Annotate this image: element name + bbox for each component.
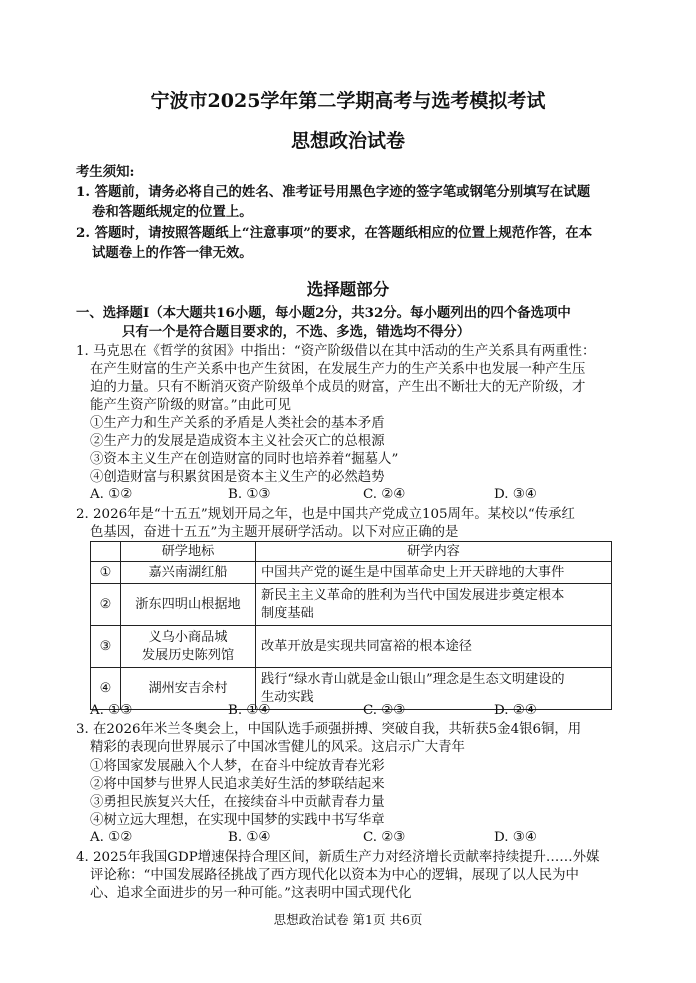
part1-heading-line-2: 只有一个是符合题目要求的，不选、多选，错选均不得分）: [122, 324, 471, 340]
row-place-line: 义乌小商品城: [148, 629, 228, 645]
exam-subtitle: 思想政治试卷: [290, 130, 405, 152]
table-header-cell: 研学地标: [121, 542, 256, 562]
row-place: 浙东四明山根据地: [121, 584, 256, 626]
page-footer: 思想政治试卷 第1页 共6页: [273, 912, 423, 927]
q1-stem-line: 在产生财富的生产关系中也产生贫困，在发展生产力的生产关系中也发展一种产生压: [90, 362, 586, 377]
q1-option-b[interactable]: B. ①③: [228, 487, 271, 502]
notice-item-2-line-1: 2. 答题时，请按照答题纸上“注意事项”的要求，在答题纸相应的位置上规范作答，在本: [76, 225, 593, 241]
table-header-row: [91, 542, 612, 562]
row-content-line: 践行“绿水青山就是金山银山”理念是生态文明建设的: [261, 671, 565, 687]
q1-option-c[interactable]: C. ②④: [363, 487, 406, 502]
row-content: 中国共产党的诞生是中国革命史上开天辟地的大事件: [256, 562, 612, 584]
notice-item-2-line-2: 试题卷上的作答一律无效。: [92, 245, 253, 261]
q1-statement: ②生产力的发展是造成资本主义社会灭亡的总根源: [90, 434, 385, 449]
row-content: [256, 668, 612, 710]
study-tour-table: [90, 541, 612, 710]
q1-stem-line: 能产生资产阶级的财富。”由此可见: [90, 398, 292, 413]
q3-statement: ④树立远大理想，在实现中国梦的实践中书写华章: [90, 813, 385, 828]
row-place: 湖州安吉余村: [121, 668, 256, 710]
row-number: ④: [91, 668, 121, 710]
table-row: [91, 562, 612, 584]
q3-statement: ①将国家发展融入个人梦，在奋斗中绽放青春光彩: [90, 759, 385, 774]
q2-option-d[interactable]: D. ②④: [494, 703, 537, 718]
table-row: [91, 626, 612, 668]
row-content-line: 制度基础: [261, 605, 314, 621]
q2-option-a[interactable]: A. ①③: [90, 703, 133, 718]
row-number: ②: [91, 584, 121, 626]
part1-heading-line-1: 一、选择题Ⅰ（本大题共16小题，每小题2分，共32分。每小题列出的四个备选项中: [76, 305, 571, 321]
q3-statement: ②将中国梦与世界人民追求美好生活的梦联结起来: [90, 777, 385, 792]
notice-item-1-line-1: 1. 答题前，请务必将自己的姓名、准考证号用黑色字迹的签字笔或钢笔分别填写在试题: [76, 184, 591, 200]
q3-option-a[interactable]: A. ①②: [90, 830, 133, 845]
row-content-line: 生动实践: [261, 689, 314, 705]
exam-title: 宁波市2025学年第二学期高考与选考模拟考试: [150, 90, 546, 112]
q1-option-a[interactable]: A. ①②: [90, 487, 133, 502]
q3-option-d[interactable]: D. ③④: [494, 830, 537, 845]
row-place-line: 发展历史陈列馆: [141, 647, 235, 663]
q1-statement: ①生产力和生产关系的矛盾是人类社会的基本矛盾: [90, 416, 385, 431]
notice-item-1-line-2: 卷和答题纸规定的位置上。: [92, 204, 253, 220]
q3-stem-line: 精彩的表现向世界展示了中国冰雪健儿的风采。这启示广大青年: [90, 740, 465, 755]
q2-stem-line: 色基因，奋进十五五”为主题开展研学活动。以下对应正确的是: [90, 525, 459, 540]
row-content: [256, 584, 612, 626]
q4-stem-line: 心、追求全面进步的另一种可能。”这表明中国式现代化: [90, 886, 412, 901]
q1-statement: ④创造财富与积累贫困是资本主义生产的必然趋势: [90, 470, 385, 485]
q3-option-b[interactable]: B. ①④: [228, 830, 271, 845]
q3-option-c[interactable]: C. ②③: [363, 830, 406, 845]
row-content-line: 新民主主义革命的胜利为当代中国发展进步奠定根本: [261, 587, 565, 603]
row-number: ①: [91, 562, 121, 584]
q1-stem-line: 1. 马克思在《哲学的贫困》中指出：“资产阶级借以在其中活动的生产关系具有两重性：: [76, 344, 596, 359]
row-place: [121, 626, 256, 668]
q4-stem-line: 评论称：“中国发展路径挑战了西方现代化以资本为中心的逻辑，展现了以人民为中: [90, 868, 579, 883]
q2-option-c[interactable]: C. ②③: [363, 703, 406, 718]
table-header-cell: 研学内容: [256, 542, 612, 562]
notice-heading: 考生须知:: [76, 164, 135, 180]
q1-stem-line: 迫的力量。只有不断消灭资产阶级单个成员的财富，产生出不断壮大的无产阶级，才: [90, 380, 586, 395]
table-header-cell: [91, 542, 121, 562]
row-place: 嘉兴南湖红船: [121, 562, 256, 584]
q3-statement: ③勇担民族复兴大任，在接续奋斗中贡献青春力量: [90, 795, 385, 810]
q4-stem-line: 4. 2025年我国GDP增速保持合理区间，新质生产力对经济增长贡献率持续提升……外媒: [76, 850, 600, 865]
q3-stem-line: 3. 在2026年米兰冬奥会上，中国队选手顽强拼搏、突破自我，共斩获5金4银6铜，用: [76, 722, 582, 737]
q1-statement: ③资本主义生产在创造财富的同时也培养着“掘墓人”: [90, 452, 399, 467]
row-number: ③: [91, 626, 121, 668]
q2-option-b[interactable]: B. ①④: [228, 703, 271, 718]
q1-option-d[interactable]: D. ③④: [494, 487, 537, 502]
table-row: [91, 584, 612, 626]
section-title: 选择题部分: [306, 280, 390, 299]
q2-stem-line: 2. 2026年是“十五五”规划开局之年，也是中国共产党成立105周年。某校以“传承红: [76, 507, 575, 522]
row-content: 改革开放是实现共同富裕的根本途径: [256, 626, 612, 668]
